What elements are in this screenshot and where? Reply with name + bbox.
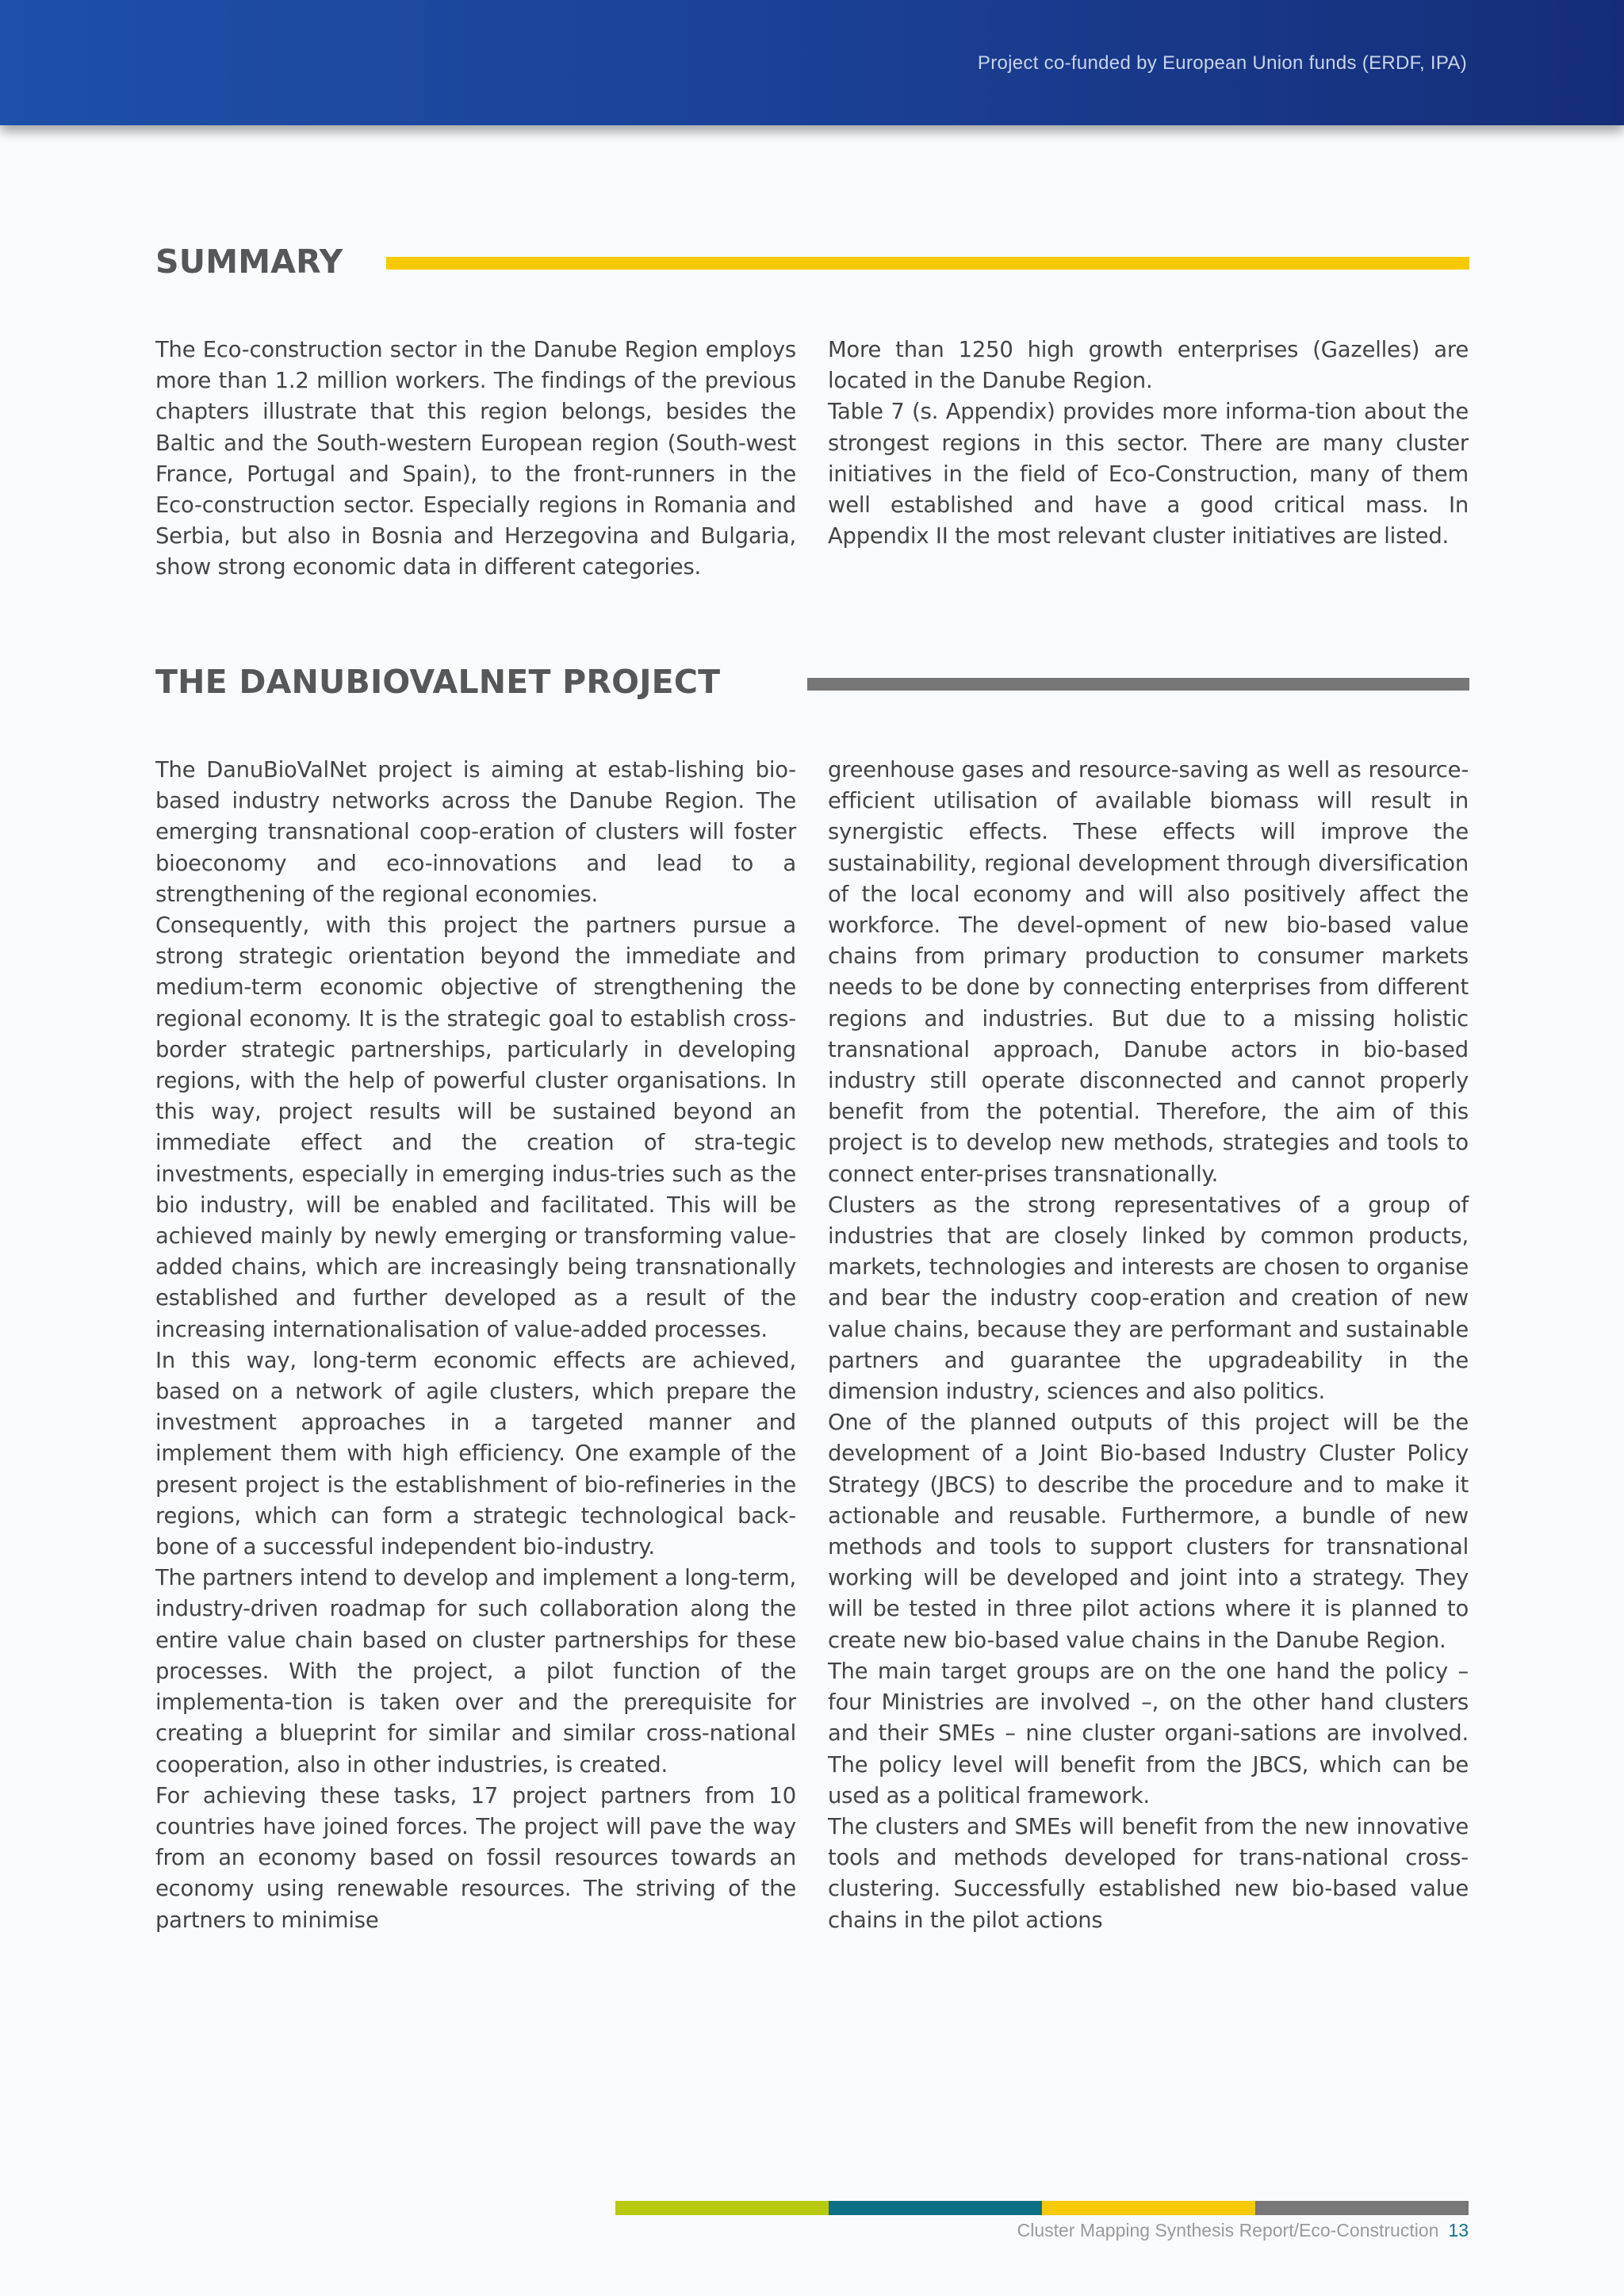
footer-title-text: Cluster Mapping Synthesis Report/Eco-Construction <box>1017 2220 1439 2241</box>
project-right-paragraph-5: The clusters and SMEs will benefit from the new innovative tools and methods developed for trans-national cross-clustering. Successfully established new bio-based value chains in the pilot actions <box>828 1814 1469 1933</box>
project-left-paragraph-2: Consequently, with this project the partners pursue a strong strategic orientation beyond the immediate and medium-term economic objective of strengthening the regional economy. It is the strategic goal to establish cross-border strategic partnerships, particularly in developing regions, with the help of powerful cluster organisations. In this way, project results will be sustained beyond an immediate effect and the creation of stra-tegic investments, especially in emerging indus-tries such as the bio industry, will be enabled and facilitated. This will be achieved mainly by newly emerging or transforming value-added chains, which are increasingly being transnationally established and further developed as a result of the increasing internationalisation of value-added processes. <box>155 913 796 1342</box>
project-left-column <box>155 755 796 1936</box>
project-left-paragraph-1: The DanuBioValNet project is aiming at estab-lishing bio-based industry networks across the Danube Region. The emerging transnational coop-eration of clusters will foster bioeconomy and eco-innovations and lead to a strengthening of the regional economies. <box>155 758 796 907</box>
project-heading-rule <box>807 678 1469 691</box>
footer-bar-green <box>615 2201 829 2215</box>
header-funding-note: Project co-funded by European Union funds (ERDF, IPA) <box>977 52 1467 74</box>
project-right-paragraph-3: One of the planned outputs of this project will be the development of a Joint Bio-based Industry Cluster Policy Strategy (JBCS) to describe the procedure and to make it actionable and reusable. Furthermore, a bundle of new methods and tools to support clusters for transnational working will be developed and joint into a strategy. They will be tested in three pilot actions where it is planned to create new bio-based value chains in the Danube Region. <box>828 1410 1469 1653</box>
project-right-paragraph-4: The main target groups are on the one hand the policy – four Ministries are involved –, on the other hand clusters and their SMEs – nine cluster organi-sations are involved. The policy level will benefit from the JBCS, which can be used as a political framework. <box>828 1659 1469 1808</box>
footer-report-title <box>1017 2220 1469 2241</box>
page-number: 13 <box>1448 2220 1469 2241</box>
header-band <box>0 0 1624 125</box>
footer-bar-teal <box>829 2201 1042 2215</box>
project-right-paragraph-2: Clusters as the strong representatives of a group of industries that are closely linked by common products, markets, technologies and interests are chosen to organise and bear the industry coop-eration and creation of new value chains, because they are performant and sustainable partners and guarantee the upgradeability in the dimension industry, sciences and also politics. <box>828 1192 1469 1405</box>
summary-right-paragraph-1: More than 1250 high growth enterprises (Gazelles) are located in the Danube Region. <box>828 338 1469 394</box>
summary-heading: SUMMARY <box>155 243 343 281</box>
summary-right-column <box>828 335 1469 552</box>
project-left-paragraph-5: For achieving these tasks, 17 project partners from 10 countries have joined forces. The project will pave the way from an economy based on fossil resources towards an economy using renewable resources. The striving of the partners to minimise <box>155 1783 796 1933</box>
footer-bar-grey <box>1255 2201 1469 2215</box>
project-heading: THE DANUBIOVALNET PROJECT <box>155 663 721 701</box>
project-right-column <box>828 755 1469 1936</box>
summary-left-column <box>155 335 796 584</box>
summary-heading-rule <box>386 257 1469 270</box>
summary-right-paragraph-2: Table 7 (s. Appendix) provides more informa-tion about the strongest regions in this sector. There are many cluster initiatives in the field of Eco-Construction, many of them well established and have a good critical mass. In Appendix II the most relevant cluster initiatives are listed. <box>828 400 1469 549</box>
footer-color-bars <box>615 2201 1469 2215</box>
footer-bar-yellow <box>1042 2201 1255 2215</box>
project-left-paragraph-4: The partners intend to develop and implement a long-term, industry-driven roadmap for such collaboration along the entire value chain based on cluster partnerships for these processes. With the project, a pilot function of the implementa-tion is taken over and the prerequisite for creating a blueprint for similar and similar cross-national cooperation, also in other industries, is created. <box>155 1566 796 1777</box>
project-right-paragraph-1: greenhouse gases and resource-saving as well as resource-efficient utilisation of available biomass will result in synergistic effects. These effects will improve the sustainability, regional development through diversification of the local economy and will also positively affect the workforce. The devel-opment of new bio-based value chains from primary production to consumer markets needs to be done by connecting enterprises from different regions and industries. But due to a missing holistic transnational approach, Danube actors in bio-based industry still operate disconnected and cannot properly benefit from the potential. Therefore, the aim of this project is to develop new methods, strategies and tools to connect enter-prises transnationally. <box>828 758 1469 1187</box>
project-left-paragraph-3: In this way, long-term economic effects are achieved, based on a network of agile clusters, which prepare the investment approaches in a targeted manner and implement them with high efficiency. One example of the present project is the establishment of bio-refineries in the regions, which can form a strategic technological back-bone of a successful independent bio-industry. <box>155 1348 796 1560</box>
summary-left-paragraph-1: The Eco-construction sector in the Danube Region employs more than 1.2 million workers. The findings of the previous chapters illustrate that this region belongs, besides the Baltic and the South-western European region (South-west France, Portugal and Spain), to the front-runners in the Eco-construction sector. Especially regions in Romania and Serbia, but also in Bosnia and Herzegovina and Bulgaria, show strong economic data in different categories. <box>155 338 796 580</box>
